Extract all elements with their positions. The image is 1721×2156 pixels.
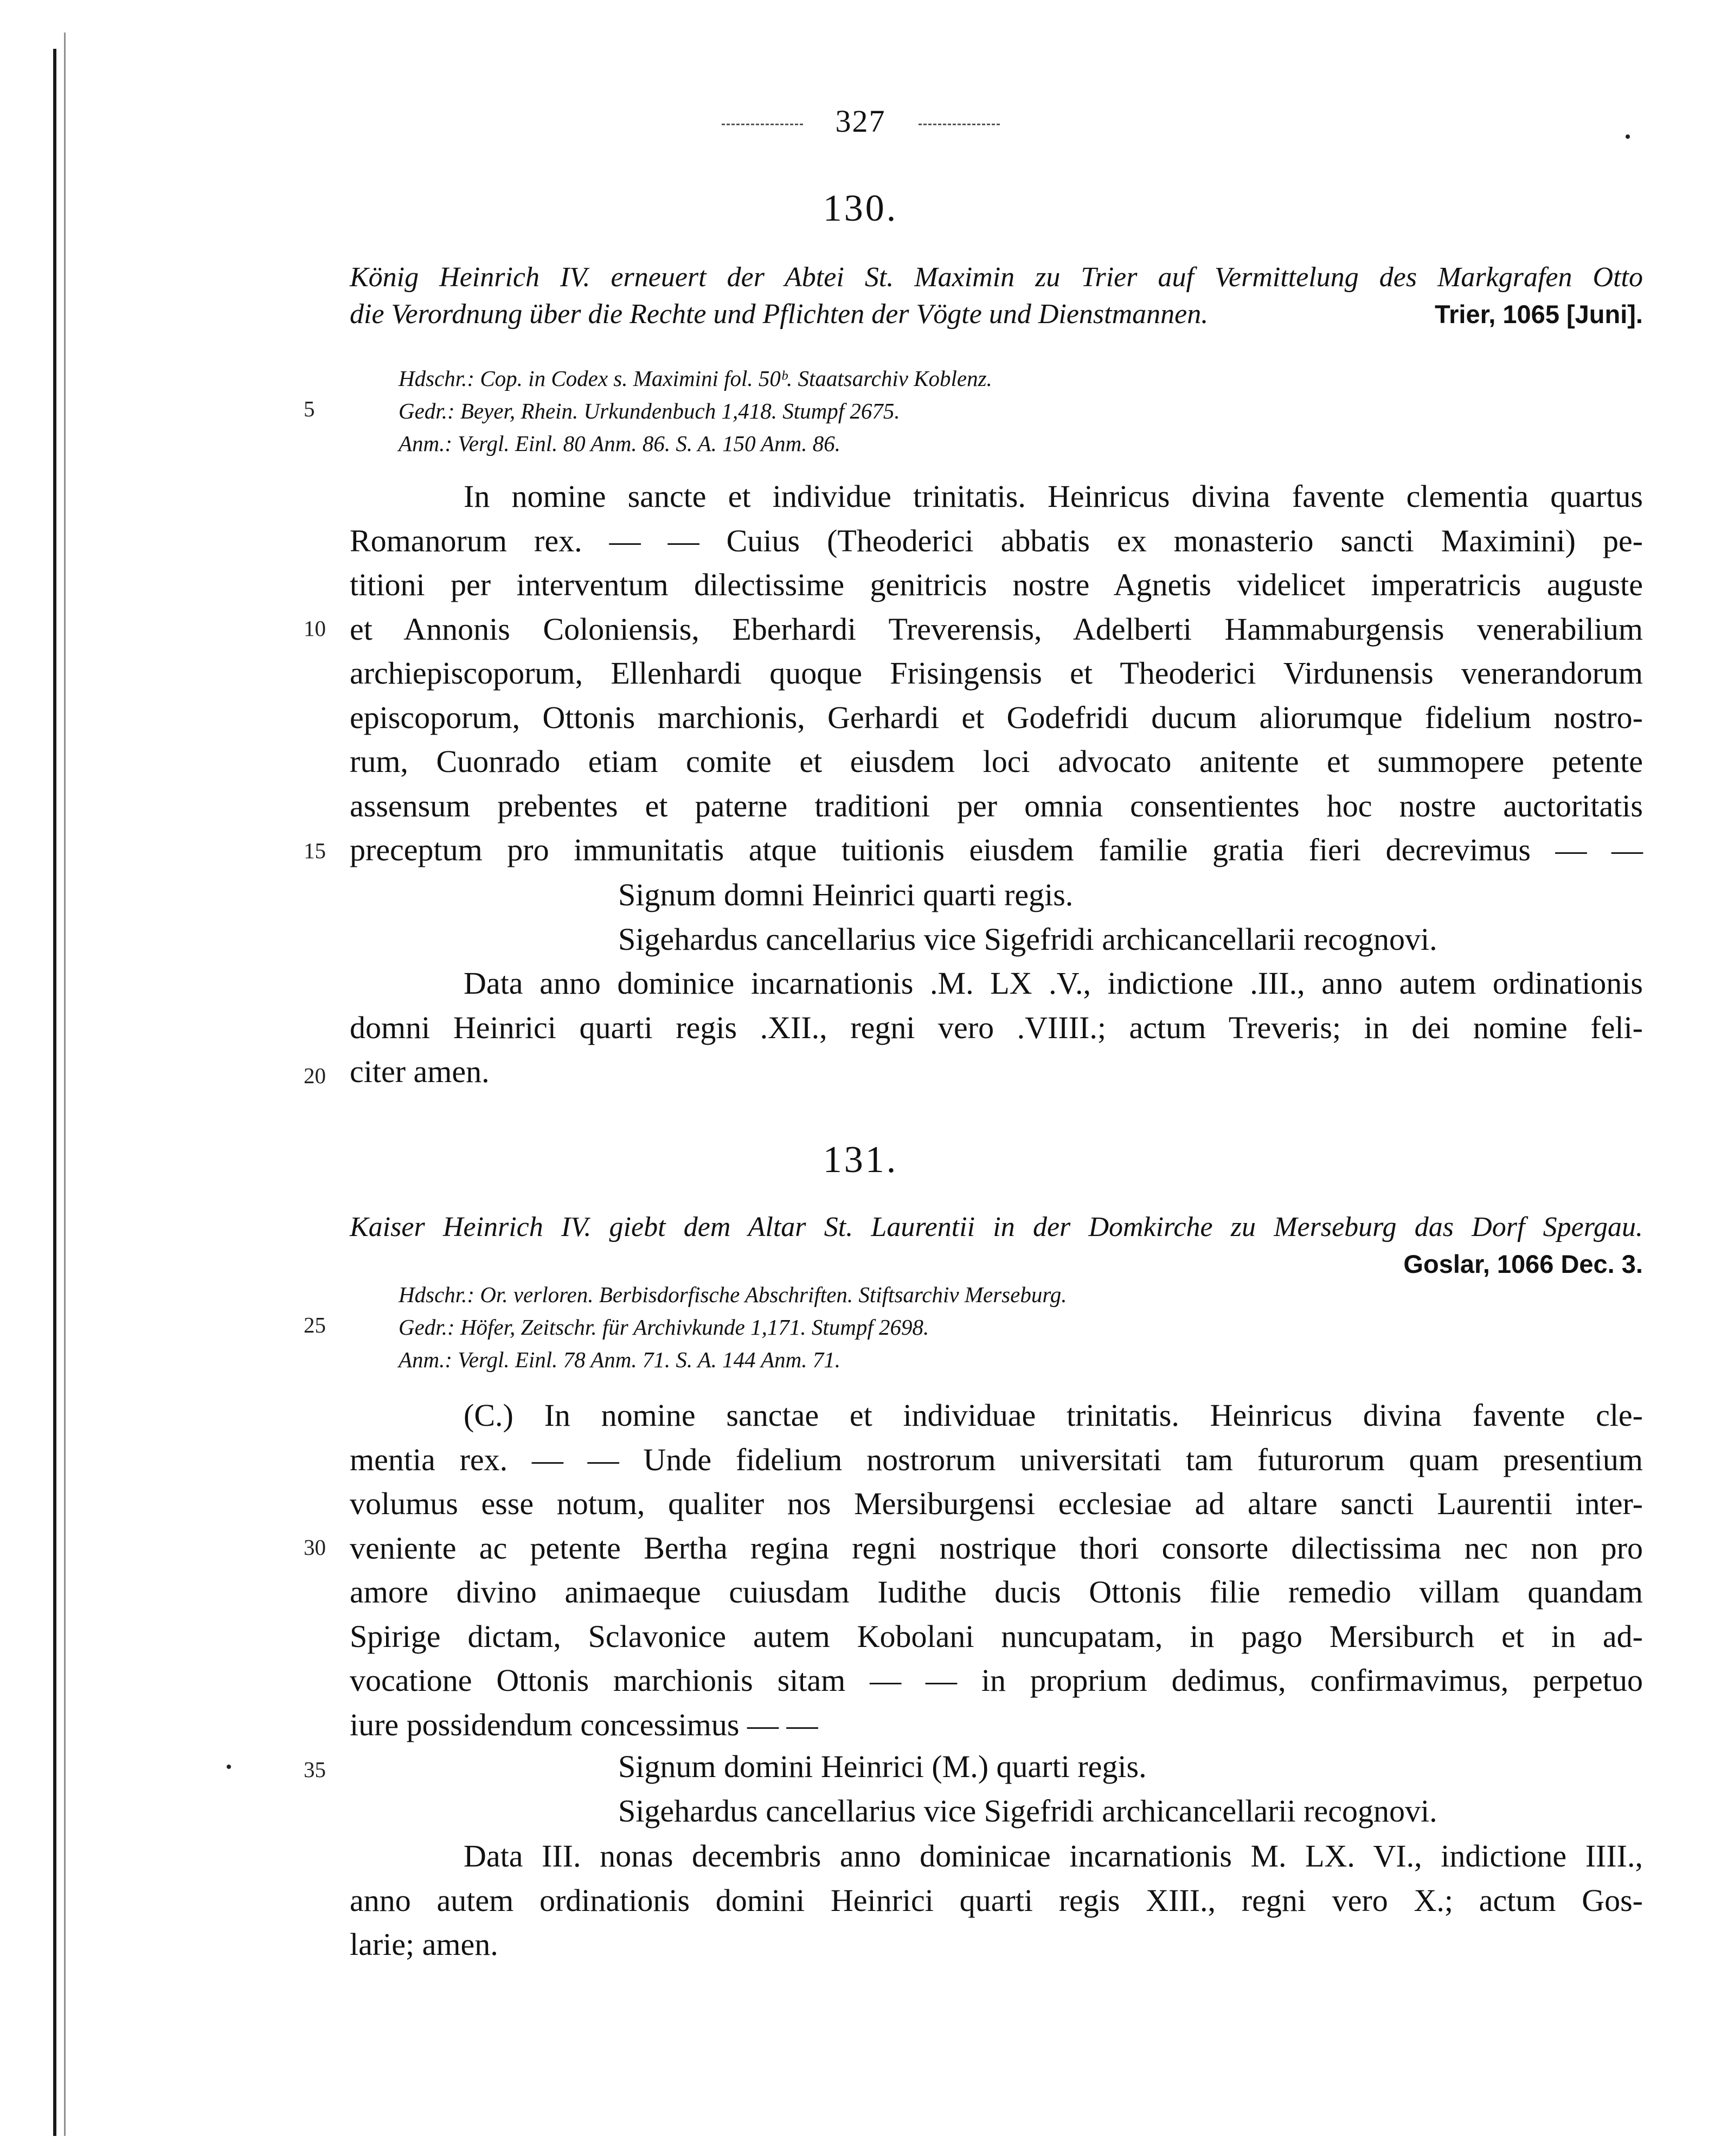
signum-line: Signum domini Heinrici (M.) quarti regis. bbox=[618, 1749, 1147, 1784]
dating-clause bbox=[350, 1834, 1643, 1967]
recognition-line: Sigehardus cancellarius vice Sigefridi archicancellarii recognovi. bbox=[618, 922, 1437, 957]
regest-line: König Heinrich IV. erneuert der Abtei St. Maximin zu Trier auf Vermittelung des Markgrafen Otto bbox=[350, 262, 1643, 293]
regest-line-with-date bbox=[350, 296, 1643, 333]
note-remark: Anm.: Vergl. Einl. 78 Anm. 71. S. A. 144 Anm. 71. bbox=[399, 1347, 841, 1372]
text-line: citer amen. bbox=[350, 1054, 490, 1089]
text-line: larie; amen. bbox=[350, 1927, 498, 1962]
regest-line: Kaiser Heinrich IV. giebt dem Altar St. Laurentii in der Domkirche zu Merseburg das Dorf Spergau. bbox=[350, 1212, 1643, 1243]
place-date: Trier, 1065 [Juni]. bbox=[1434, 300, 1643, 329]
text-line: rum, Cuonrado etiam comite et eiusdem loci advocato anitente et summopere petente bbox=[350, 744, 1643, 779]
text-line: amore divino animaeque cuiusdam Iudithe ducis Ottonis filie remedio villam quandam bbox=[350, 1574, 1643, 1610]
text-line: iure possidendum concessimus — — bbox=[350, 1707, 818, 1742]
regest bbox=[350, 1209, 1643, 1283]
text-line: volumus esse notum, qualiter nos Mersiburgensi ecclesiae ad altare sancti Laurentii inter- bbox=[350, 1486, 1643, 1521]
text-line: veniente ac petente Bertha regina regni nostrique thori consorte dilectissima nec non pro bbox=[350, 1530, 1643, 1566]
page-number: 327 bbox=[835, 104, 886, 139]
speck bbox=[227, 1765, 231, 1769]
text-line: preceptum pro immunitatis atque tuitionis eiusdem familie gratia fieri decrevimus — — bbox=[350, 832, 1643, 867]
text-line: In nomine sancte et individue trinitatis. Heinricus divina favente clementia quartus bbox=[464, 479, 1643, 514]
document-text bbox=[350, 474, 1643, 872]
page-edge-line bbox=[64, 33, 66, 2136]
document-text bbox=[350, 1393, 1643, 1747]
text-line: assensum prebentes et paterne traditioni per omnia consentientes hoc nostre auctoritatis bbox=[350, 788, 1643, 823]
line-number: 35 bbox=[304, 1757, 326, 1782]
note-manuscript: Hdschr.: Cop. in Codex s. Maximini fol. 50ᵇ. Staatsarchiv Koblenz. bbox=[399, 366, 992, 391]
line-number: 30 bbox=[304, 1535, 326, 1560]
text-line: titioni per interventum dilectissime genitricis nostre Agnetis videlicet imperatricis auguste bbox=[350, 567, 1643, 602]
note-printed: Gedr.: Höfer, Zeitschr. für Archivkunde 1,171. Stumpf 2698. bbox=[399, 1315, 929, 1340]
text-line: Romanorum rex. — — Cuius (Theoderici abbatis ex monasterio sancti Maximini) pe- bbox=[350, 523, 1643, 558]
recognition-line: Sigehardus cancellarius vice Sigefridi archicancellarii recognovi. bbox=[618, 1793, 1437, 1829]
note-manuscript: Hdschr.: Or. verloren. Berbisdorfische Abschriften. Stiftsarchiv Merseburg. bbox=[399, 1282, 1067, 1307]
apparatus-notes bbox=[399, 362, 1646, 460]
page-number-header bbox=[0, 103, 1721, 139]
note-remark: Anm.: Vergl. Einl. 80 Anm. 86. S. A. 150 Anm. 86. bbox=[399, 431, 841, 456]
line-number: 25 bbox=[304, 1312, 326, 1337]
text-line: Spirige dictam, Sclavonice autem Kobolani nuncupatam, in pago Mersiburch et in ad- bbox=[350, 1618, 1643, 1654]
line-number: 15 bbox=[304, 838, 326, 863]
note-printed: Gedr.: Beyer, Rhein. Urkundenbuch 1,418. Stumpf 2675. bbox=[399, 398, 900, 423]
header-rule-right bbox=[919, 124, 1000, 125]
text-line: vocatione Ottonis marchionis sitam — — in proprium dedimus, confirmavimus, perpetuo bbox=[350, 1663, 1643, 1698]
regest bbox=[350, 259, 1643, 333]
text-line: episcoporum, Ottonis marchionis, Gerhardi et Godefridi ducum aliorumque fidelium nostro- bbox=[350, 699, 1643, 735]
regest-line-with-date bbox=[350, 1246, 1643, 1283]
place-date: Goslar, 1066 Dec. 3. bbox=[1403, 1250, 1643, 1278]
text-line: archiepiscoporum, Ellenhardi quoque Frisingensis et Theoderici Virdunensis venerandorum bbox=[350, 655, 1643, 691]
dating-clause bbox=[350, 961, 1643, 1094]
regest-line: die Verordnung über die Rechte und Pflichten der Vögte und Dienstmannen. bbox=[350, 299, 1209, 330]
header-rule-left bbox=[722, 124, 803, 125]
text-line: (C.) In nomine sanctae et individuae trinitatis. Heinricus divina favente cle- bbox=[464, 1398, 1643, 1433]
text-line: Data III. nonas decembris anno dominicae incarnationis M. LX. VI., indictione IIII., bbox=[464, 1838, 1643, 1874]
document-number: 130. bbox=[823, 188, 898, 229]
apparatus-notes bbox=[399, 1278, 1646, 1376]
page-edge-shadow bbox=[53, 49, 56, 2136]
text-line: domni Heinrici quarti regis .XII., regni vero .VIIII.; actum Treveris; in dei nomine feli- bbox=[350, 1009, 1643, 1045]
text-line: Data anno dominice incarnationis .M. LX .V., indictione .III., anno autem ordinationis bbox=[464, 966, 1643, 1001]
line-number: 10 bbox=[304, 616, 326, 641]
signum-line: Signum domni Heinrici quarti regis. bbox=[618, 877, 1074, 912]
line-number: 5 bbox=[304, 396, 315, 421]
text-line: mentia rex. — — Unde fidelium nostrorum universitati tam futurorum quam presentium bbox=[350, 1441, 1643, 1477]
line-number: 20 bbox=[304, 1063, 326, 1088]
text-line: anno autem ordinationis domini Heinrici quarti regis XIII., regni vero X.; actum Gos- bbox=[350, 1882, 1643, 1918]
text-line: et Annonis Coloniensis, Eberhardi Treverensis, Adelberti Hammaburgensis venerabilium bbox=[350, 611, 1643, 647]
document-number: 131. bbox=[823, 1139, 898, 1181]
